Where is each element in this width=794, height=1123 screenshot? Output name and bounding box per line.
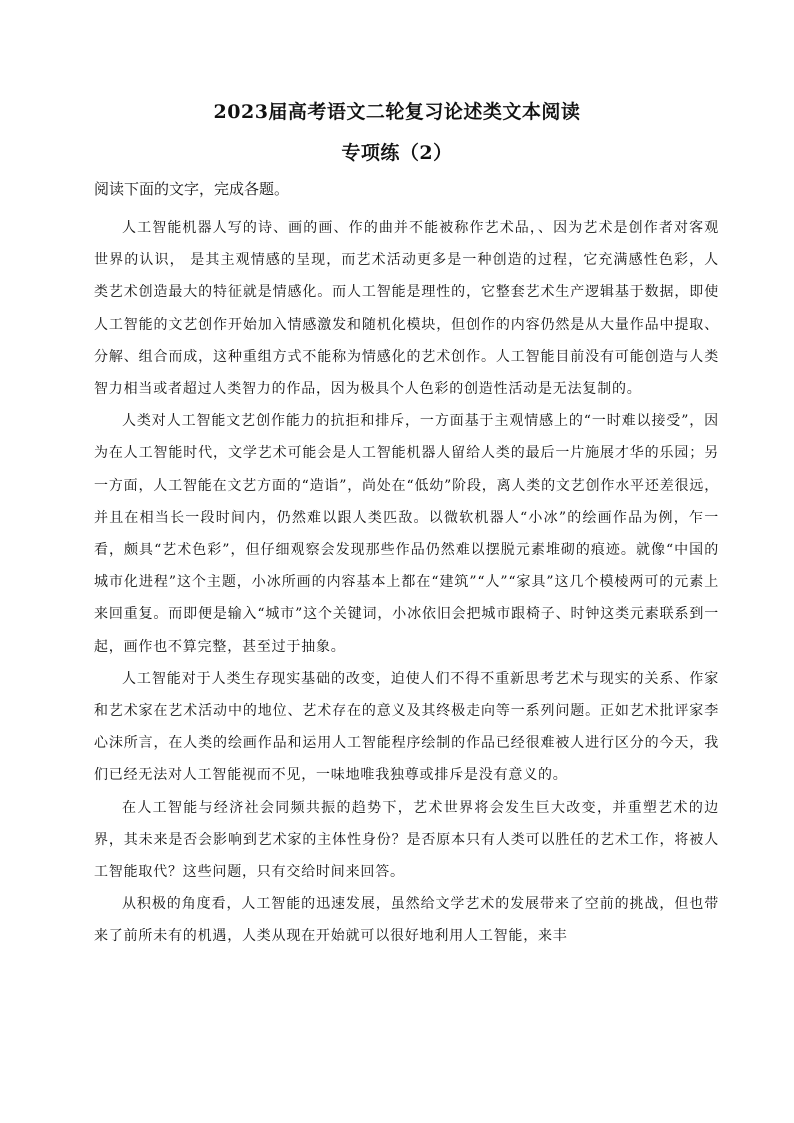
paragraph-1: 人工智能机器人写的诗、画的画、作的曲并不能被称作艺术品，、因为艺术是创作者对客观世界的认识， 是其主观情感的呈现，而艺术活动更多是一种创造的过程，它充满感性色彩，人类艺术创造最大的特征就是情感化。而人工智能是理性的，它整套艺术生产逻辑基于数据，即使人工智能的文艺创作开始加入情感激发和随机化模块，但创作的内容仍然是从大量作品中提取、分解、组合而成，这种重组方式不能称为情感化的艺术创作。人工智能目前没有可能创造与人类智力相当或者超过人类智力的作品，因为极具个人色彩的创造性活动是无法复制的。 bbox=[94, 220, 719, 398]
paragraph-3: 人工智能对于人类生存现实基础的改变，迫使人们不得不重新思考艺术与现实的关系、作家和艺术家在艺术活动中的地位、艺术存在的意义及其终极走向等一系列问题。正如艺术批评家李心沫所言，在人类的绘画作品和运用人工智能程序绘制的作品已经很难被人进行区分的今天，我们已经无法对人工智能视而不见，一味地唯我独尊或排斥是没有意义的。 bbox=[94, 670, 719, 784]
paragraph-2: 人类对人工智能文艺创作能力的抗拒和排斥，一方面基于主观情感上的“一时难以接受”，因为在人工智能时代，文学艺术可能会是人工智能机器人留给人类的最后一片施展才华的乐园；另一方面，人工智能在文艺方面的“造诣”，尚处在“低幼”阶段，离人类的文艺创作水平还差很远，并且在相当长一段时间内，仍然难以跟人类匹敌。以微软机器人“小冰”的绘画作品为例，乍一看，颇具“艺术色彩”，但仔细观察会发现那些作品仍然难以摆脱元素堆砌的痕迹。就像“中国的城市化进程”这个主题，小冰所画的内容基本上都在“建筑”“人”“家具”这几个模棱两可的元素上来回重复。而即便是输入“城市”这个关键词，小冰依旧会把城市跟椅子、时钟这类元素联系到一起，画作也不算完整，甚至过于抽象。 bbox=[94, 413, 719, 655]
document-subtitle: 专项练（2） bbox=[341, 142, 453, 164]
paragraph-5: 从积极的角度看，人工智能的迅速发展，虽然给文学艺术的发展带来了空前的挑战，但也带来了前所未有的机遇，人类从现在开始就可以很好地利用人工智能，来丰 bbox=[94, 896, 719, 945]
paragraph-4: 在人工智能与经济社会同频共振的趋势下，艺术世界将会发生巨大改变，并重塑艺术的边界，其未来是否会影响到艺术家的主体性身份？是否原本只有人类可以胜任的艺术工作，将被人工智能取代？这些问题，只有交给时间来回答。 bbox=[94, 799, 719, 881]
article-body bbox=[94, 212, 719, 953]
reading-instruction: 阅读下面的文字，完成各题。 bbox=[94, 180, 290, 198]
document-title: 2023届高考语文二轮复习论述类文本阅读 bbox=[213, 101, 581, 123]
